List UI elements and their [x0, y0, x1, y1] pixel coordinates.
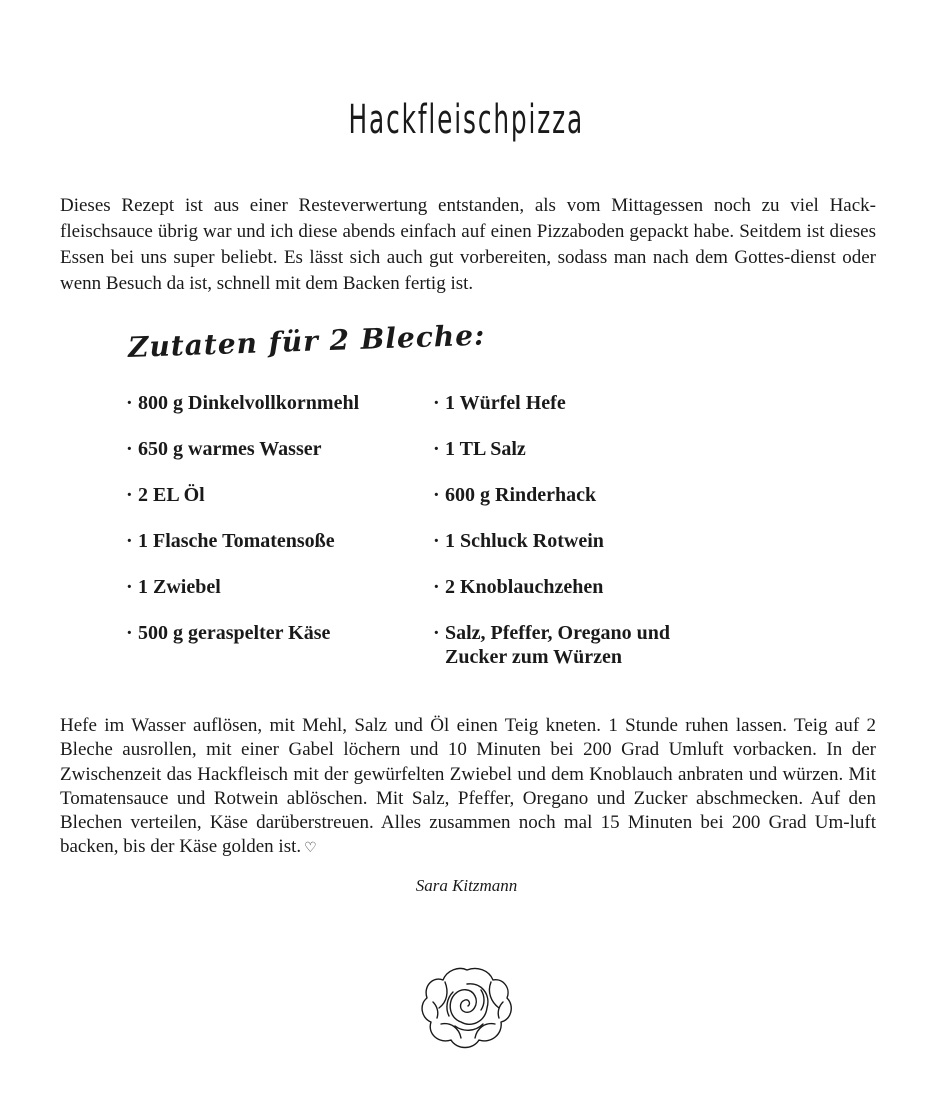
ingredient-text: 2 Knoblauchzehen [445, 576, 604, 598]
ingredient-text: 1 TL Salz [445, 438, 526, 460]
bullet-icon: · [126, 622, 133, 644]
ingredient-item [126, 437, 416, 483]
ingredient-text: 1 Flasche Tomatensoße [138, 530, 335, 552]
ingredient-item [126, 621, 416, 667]
bullet-icon: · [433, 392, 440, 414]
bullet-icon: · [433, 530, 440, 552]
bullet-icon: · [126, 484, 133, 506]
ingredient-text: 1 Zwiebel [138, 576, 221, 598]
ingredient-item [126, 391, 416, 437]
ingredient-text: 600 g Rinderhack [445, 484, 597, 506]
ingredient-item [433, 529, 733, 575]
ingredients-list-right [433, 391, 733, 667]
instructions-paragraph [60, 714, 876, 861]
bullet-icon: · [126, 530, 133, 552]
ingredient-text: 1 Schluck Rotwein [445, 530, 604, 552]
ingredient-text: 800 g Dinkelvollkornmehl [138, 392, 360, 414]
ingredient-text: 2 EL Öl [138, 484, 205, 506]
ingredient-item [126, 483, 416, 529]
instructions-text: Hefe im Wasser auflösen, mit Mehl, Salz und Öl einen Teig kneten. 1 Stunde ruhen lassen. Teig auf 2 Bleche ausrollen, mit einer Gabel löchern und 10 Minuten bei 200 Grad Umluft vorbacken. In der Zwischenzeit das Hackfleisch mit der gewürfelten Zwiebel und dem Knoblauch anbraten und würzen. Mit Tomatensauce und Rotwein ablöschen. Mit Salz, Pfeffer, Oregano und Zucker abschmecken. Auf den Blechen verteilen, Käse darüberstreuen. Alles zusammen noch mal 15 Minuten bei 200 Grad Um-luft backen, bis der Käse golden ist. [60, 715, 876, 858]
bullet-icon: · [433, 576, 440, 598]
ingredient-text: 650 g warmes Wasser [138, 438, 322, 460]
ingredient-item [433, 483, 733, 529]
ingredient-item [126, 575, 416, 621]
bullet-icon: · [126, 438, 133, 460]
ingredient-item [126, 529, 416, 575]
ingredient-text: 1 Würfel Hefe [445, 392, 566, 414]
bullet-icon: · [433, 438, 440, 460]
heart-icon: ♡ [304, 840, 317, 857]
intro-paragraph [60, 193, 876, 297]
ingredient-item [433, 437, 733, 483]
ingredient-text: Salz, Pfeffer, Oregano und Zucker zum Würzen [445, 622, 670, 668]
rose-icon [419, 962, 515, 1052]
intro-text: Dieses Rezept ist aus einer Resteverwertung entstanden, als vom Mittagessen noch zu viel Hack-fleischsauce übrig war und ich diese abends einfach auf einen Pizzaboden gepackt habe. Seitdem ist dieses Essen bei uns super beliebt. Es lässt sich auch gut vorbereiten, sodass man nach dem Gottes-dienst oder wenn Besuch da ist, schnell mit dem Backen fertig ist. [60, 195, 876, 294]
ingredient-item [433, 391, 733, 437]
ingredients-heading: Zutaten für 2 Bleche: [127, 318, 486, 364]
ingredients-list-left [126, 391, 416, 667]
page-title: Hackfleischpizza [348, 97, 585, 143]
ingredient-item [433, 575, 733, 621]
bullet-icon: · [433, 484, 440, 506]
ingredient-text: 500 g geraspelter Käse [138, 622, 331, 644]
ingredient-item [433, 621, 700, 667]
bullet-icon: · [433, 622, 440, 644]
bullet-icon: · [126, 392, 133, 414]
bullet-icon: · [126, 576, 133, 598]
author-signature: Sara Kitzmann [415, 876, 518, 895]
